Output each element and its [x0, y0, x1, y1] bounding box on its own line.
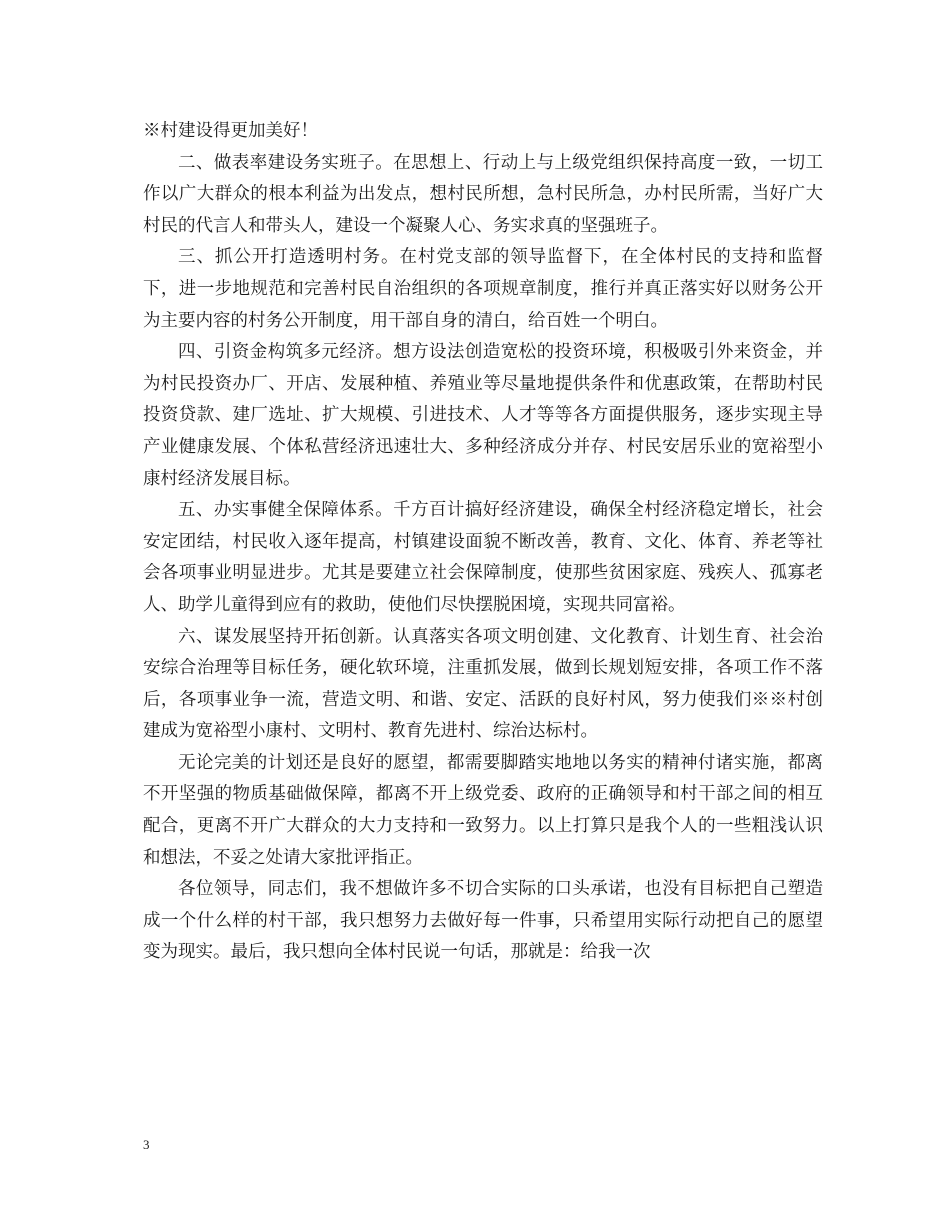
paragraph-address: 各位领导，同志们，我不想做许多不切合实际的口头承诺，也没有目标把自己塑造成一个什么样的村干部，我只想努力去做好每一件事，只希望用实际行动把自己的愿望变为现实。最后，我只想向全体村民说一句话，那就是：给我一次 — [143, 879, 823, 963]
page-number: 3 — [143, 1137, 150, 1152]
paragraph-item-two: 二、做表率建设务实班子。在思想上、行动上与上级党组织保持高度一致，一切工作以广大群众的根本利益为出发点，想村民所想，急村民所急，办村民所需，当好广大村民的代言人和带头人，建设一个凝聚人心、务实求真的坚强班子。 — [143, 152, 823, 236]
paragraph-item-four: 四、引资金构筑多元经济。想方设法创造宽松的投资环境，积极吸引外来资金，并为村民投资办厂、开店、发展种植、养殖业等尽量地提供条件和优惠政策，在帮助村民投资贷款、建厂选址、扩大规模、引进技术、人才等等各方面提供服务，逐步实现主导产业健康发展、个体私营经济迅速壮大、多种经济成分并存、村民安居乐业的宽裕型小康村经济发展目标。 — [143, 342, 823, 489]
paragraph-item-three: 三、抓公开打造透明村务。在村党支部的领导监督下，在全体村民的支持和监督下，进一步地规范和完善村民自治组织的各项规章制度，推行并真正落实好以财务公开为主要内容的村务公开制度，用干部自身的清白，给百姓一个明白。 — [143, 247, 823, 331]
paragraph-summary: 无论完美的计划还是良好的愿望，都需要脚踏实地地以务实的精神付诸实施，都离不开坚强的物质基础做保障，都离不开上级党委、政府的正确领导和村干部之间的相互配合，更离不开广大群众的大力支持和一致努力。以上打算只是我个人的一些粗浅认识和想法，不妥之处请大家批评指正。 — [143, 752, 823, 868]
paragraph-item-six: 六、谋发展坚持开拓创新。认真落实各项文明创建、文化教育、计划生育、社会治安综合治理等目标任务，硬化软环境，注重抓发展，做到长规划短安排，各项工作不落后，各项事业争一流，营造文明、和谐、安定、活跃的良好村风，努力使我们※※村创建成为宽裕型小康村、文明村、教育先进村、综治达标村。 — [143, 626, 823, 742]
paragraph-closing-line: ※村建设得更加美好！ — [143, 121, 318, 141]
document-body — [143, 116, 823, 969]
paragraph-item-five: 五、办实事健全保障体系。千方百计搞好经济建设，确保全村经济稳定增长，社会安定团结，村民收入逐年提高，村镇建设面貌不断改善，教育、文化、体育、养老等社会各项事业明显进步。尤其是要建立社会保障制度，使那些贫困家庭、残疾人、孤寡老人、助学儿童得到应有的救助，使他们尽快摆脱困境，实现共同富裕。 — [143, 500, 823, 615]
